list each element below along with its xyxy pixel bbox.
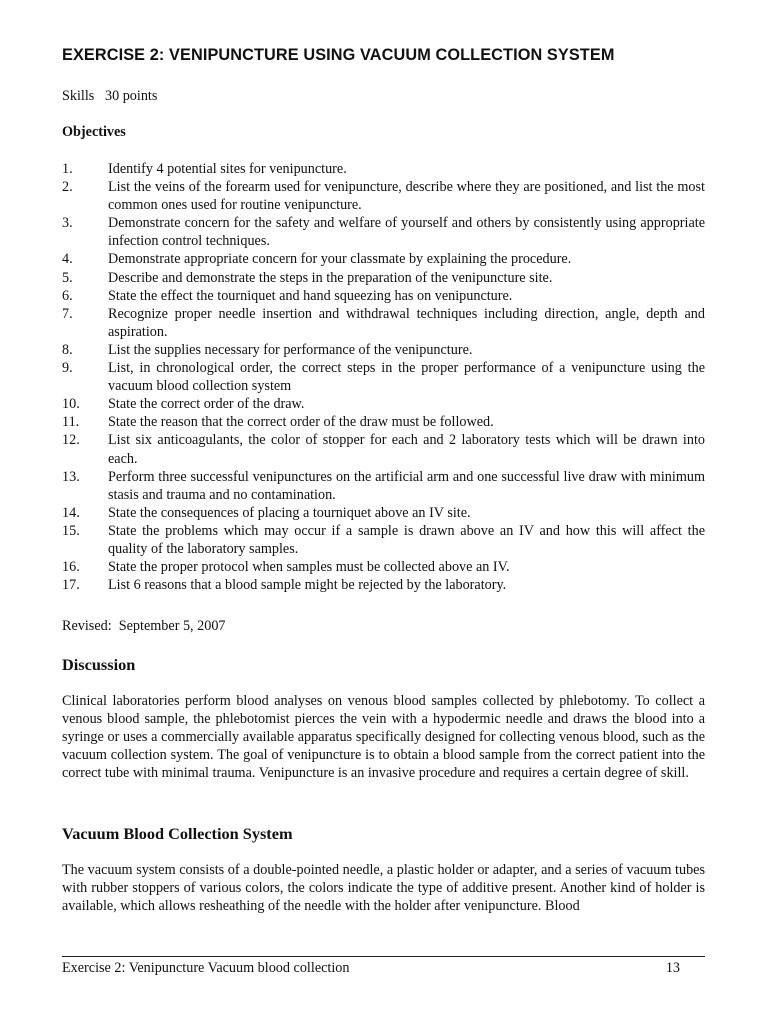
- item-number: 12.: [62, 432, 80, 449]
- list-item: [62, 576, 705, 594]
- discussion-paragraph: Clinical laboratories perform blood analyses on venous blood samples collected by phlebotomy. To collect a venous blood sample, the phlebotomist pierces the vein with a hypodermic needle and draws the blood into a syringe or uses a commercially available apparatus specifically designed for collecting venous blood, such as the vacuum collection system. The goal of venipuncture is to obtain a blood sample from the correct patient into the correct tube with minimal trauma. Venipuncture is an invasive procedure and requires a certain degree of skill.: [62, 693, 705, 782]
- item-number: 14.: [62, 504, 80, 521]
- list-item: [62, 160, 705, 178]
- objectives-list: [62, 160, 705, 594]
- item-number: 16.: [62, 559, 80, 576]
- item-text: Describe and demonstrate the steps in the preparation of the venipuncture site.: [108, 269, 553, 286]
- item-text: State the reason that the correct order of the draw must be followed.: [108, 414, 494, 431]
- item-number: 5.: [62, 269, 73, 286]
- list-item: [62, 431, 705, 467]
- item-number: 1.: [62, 161, 73, 177]
- discussion-heading: Discussion: [62, 655, 136, 674]
- vacuum-system-paragraph: The vacuum system consists of a double-pointed needle, a plastic holder or adapter, and a series of vacuum tubes with rubber stoppers of various colors, the colors indicate the type of additive present. Another kind of holder is available, which allows resheathing of the needle with the holder after venipuncture. Blood: [62, 862, 705, 915]
- list-item: [62, 522, 705, 558]
- list-item: [62, 269, 705, 287]
- item-text: State the correct order of the draw.: [108, 396, 305, 413]
- document-page: [62, 0, 705, 1024]
- skills-points: Skills 30 points: [62, 88, 158, 104]
- list-item: [62, 341, 705, 359]
- exercise-title: EXERCISE 2: VENIPUNCTURE USING VACUUM COLLECTION SYSTEM: [62, 46, 615, 64]
- item-number: 13.: [62, 468, 80, 485]
- list-item: [62, 468, 705, 504]
- list-item: [62, 214, 705, 250]
- page-number: 13: [665, 960, 680, 976]
- list-item: [62, 178, 705, 214]
- item-number: 10.: [62, 396, 80, 413]
- item-text: State the proper protocol when samples must be collected above an IV.: [108, 559, 510, 576]
- item-text: Demonstrate concern for the safety and welfare of yourself and others by consistently using appropriate infection control techniques.: [108, 215, 705, 250]
- list-item: [62, 359, 705, 395]
- item-text: List the supplies necessary for performance of the venipuncture.: [108, 341, 473, 358]
- item-text: Recognize proper needle insertion and withdrawal techniques including direction, angle, depth and aspiration.: [108, 305, 705, 340]
- item-text: List the veins of the forearm used for venipuncture, describe where they are positioned, and list the most common ones used for routine venipuncture.: [108, 179, 705, 214]
- item-number: 17.: [62, 577, 80, 594]
- footer-divider: [62, 956, 705, 957]
- item-number: 4.: [62, 251, 73, 268]
- item-text: Perform three successful venipunctures on the artificial arm and one successful live draw with minimum stasis and trauma and no contamination.: [108, 468, 705, 503]
- item-text: List, in chronological order, the correct steps in the proper performance of a venipuncture using the vacuum blood collection system: [108, 360, 705, 395]
- item-text: State the problems which may occur if a sample is drawn above an IV and how this will affect the quality of the laboratory samples.: [108, 522, 705, 557]
- item-text: State the effect the tourniquet and hand squeezing has on venipuncture.: [108, 287, 513, 304]
- revised-date: Revised: September 5, 2007: [62, 618, 226, 634]
- list-item: [62, 504, 705, 522]
- objectives-heading: Objectives: [62, 124, 126, 140]
- item-number: 8.: [62, 341, 73, 358]
- item-number: 7.: [62, 305, 73, 322]
- item-number: 11.: [62, 414, 80, 431]
- footer-title: Exercise 2: Venipuncture Vacuum blood collection: [62, 960, 350, 976]
- list-item: [62, 558, 705, 576]
- item-number: 3.: [62, 215, 73, 232]
- item-number: 2.: [62, 179, 73, 196]
- list-item: [62, 305, 705, 341]
- item-text: Identify 4 potential sites for venipuncture.: [108, 161, 347, 177]
- vacuum-system-heading: Vacuum Blood Collection System: [62, 824, 293, 843]
- list-item: [62, 395, 705, 413]
- item-text: Demonstrate appropriate concern for your classmate by explaining the procedure.: [108, 251, 572, 268]
- list-item: [62, 287, 705, 305]
- item-text: State the consequences of placing a tourniquet above an IV site.: [108, 504, 471, 521]
- list-item: [62, 413, 705, 431]
- list-item: [62, 250, 705, 268]
- item-text: List 6 reasons that a blood sample might be rejected by the laboratory.: [108, 577, 507, 594]
- item-number: 15.: [62, 522, 80, 539]
- item-number: 9.: [62, 360, 73, 377]
- item-number: 6.: [62, 287, 73, 304]
- item-text: List six anticoagulants, the color of stopper for each and 2 laboratory tests which will be drawn into each.: [108, 432, 705, 467]
